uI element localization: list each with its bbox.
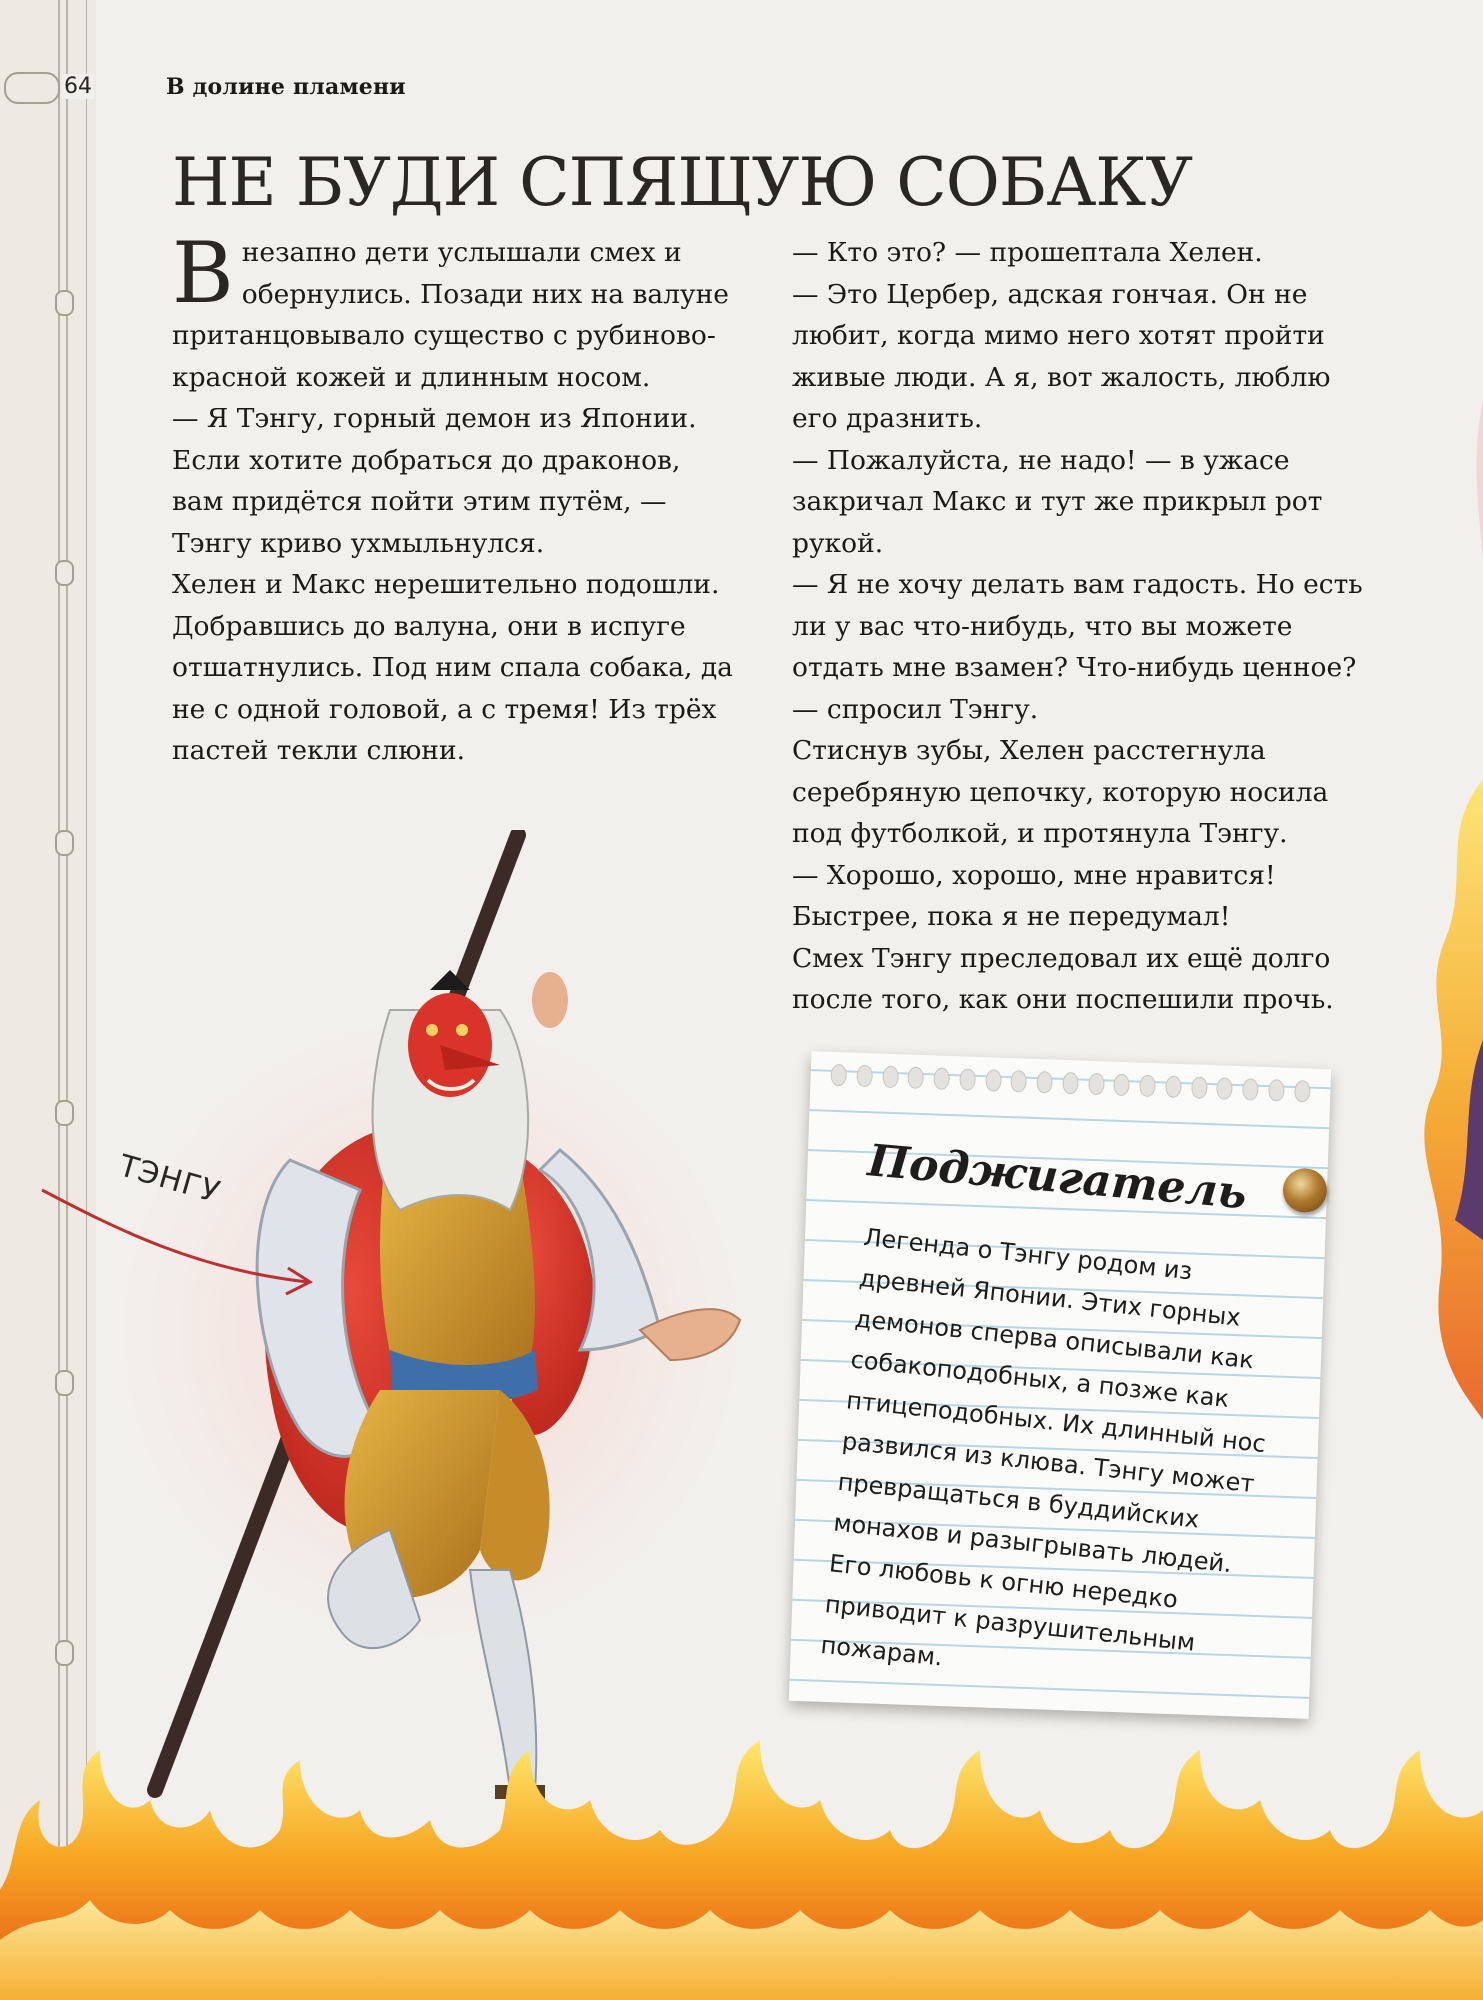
pushpin-icon [1282,1168,1328,1214]
story-paragraph: — Пожалуйста, не надо! — в ужасе закричал Макс и тут же прикрыл рот рукой. [792,444,1323,559]
note-spiral-holes [830,1064,1311,1105]
story-paragraph: Хелен и Макс нерешительно подошли. Добравшись до валуна, они в испуге отшатнулись. Под ним спала собака, да не с одной головой, а с тремя! Из трёх пастей текли слюни. [172,569,733,766]
illustration-label: ТЭНГУ [115,1148,225,1211]
right-edge-fire-illustration [1400,400,1483,1800]
story-paragraph: Смех Тэнгу преследовал их ещё долго после того, как они поспешили прочь. [792,942,1334,1015]
page-number-ornament [4,72,60,104]
story-paragraph: — Я Тэнгу, горный демон из Японии. Если хотите добраться до драконов, вам придётся пойти этим путём, — Тэнгу криво ухмыльнулся. [172,403,697,559]
story-paragraph: — Это Цербер, адская гончая. Он не любит, когда мимо него хотят пройти живые люди. А я, вот жалость, люблю его дразнить. [792,278,1331,434]
page-title: НЕ БУДИ СПЯЩУЮ СОБАКУ [172,144,1193,221]
note-paper [789,1051,1331,1719]
label-arrow [38,1170,318,1310]
story-column-right [792,232,1384,1021]
story-paragraph: Стиснув зубы, Хелен расстегнула серебряную цепочку, которую носила под футболкой, и протянула Тэнгу. [792,735,1329,849]
story-paragraph: — Хорошо, хорошо, мне нравится! Быстрее, пока я не передумал! [792,859,1276,932]
left-ornamental-border [0,0,96,2000]
running-head: В долине пламени [166,74,406,100]
story-column-left [172,224,734,772]
story-paragraph: Внезапно дети услышали смех и обернулись. Позади них на валуне пританцовывало существо с рубиново-красной кожей и длинным носом. [172,224,729,393]
drop-cap: В [172,224,234,322]
story-paragraph: — Я не хочу делать вам гадость. Но есть ли у вас что-нибудь, что вы можете отдать мне взамен? Что-нибудь ценное? — спросил Тэнгу. [792,569,1363,725]
note-text: Легенда о Тэнгу родом из древней Японии. Этих горных демонов сперва описывали как собакоподобных, а позже как птицеподобных. Их длинный нос развился из клюва. Тэнгу может превращаться в буддийских монахов и разыгрывать людей. Его любовь к огню нередко приводит к разрушительным пожарам. [819,1223,1268,1672]
story-paragraph: — Кто это? — прошептала Хелен. [792,237,1263,268]
bottom-fire-illustration [0,1740,1483,2000]
note-title: Поджигатель [865,1135,1249,1220]
page-number: 64 [64,74,92,99]
sidebar-note [800,1060,1320,1710]
